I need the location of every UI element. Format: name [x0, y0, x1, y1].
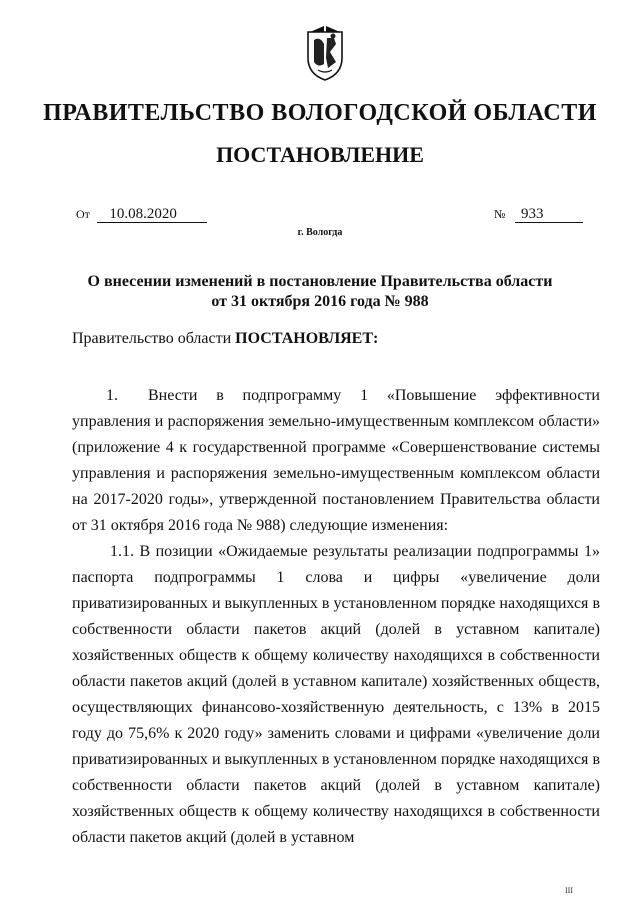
page-mark: III: [565, 886, 573, 895]
date-prefix: От: [76, 207, 90, 221]
document-type: ПОСТАНОВЛЕНИЕ: [216, 142, 424, 167]
preamble: [72, 330, 378, 348]
preamble-emphasis: ПОСТАНОВЛЯЕТ:: [235, 330, 379, 347]
paragraph-item-1: [72, 383, 600, 539]
document-date: [76, 206, 207, 223]
document-subject: [60, 272, 580, 312]
item-1-text: Внести в подпрограмму 1 «Повышение эффективности управления и распоряжения земельно-имущественным комплексом области» (приложение 4 к государственной программе «Совершенствование системы управления и распоряжения земельно-имущественным комплексом области на 2017-2020 годы», утвержденной постановлением Правительства области от 31 октября 2016 года № 988) следующие изменения:: [72, 387, 600, 534]
preamble-text: Правительство области: [72, 330, 232, 347]
document-number: [494, 206, 583, 223]
document-body: [72, 383, 600, 851]
government-title: ПРАВИТЕЛЬСТВО ВОЛОГОДСКОЙ ОБЛАСТИ: [43, 100, 597, 126]
number-prefix: №: [494, 207, 506, 221]
vologda-coat-of-arms-icon: [300, 22, 350, 82]
paragraph-item-1-1: 1.1. В позиции «Ожидаемые результаты реализации подпрограммы 1» паспорта подпрограммы 1 слова и цифры «увеличение доли приватизированных и выкупленных в установленном порядке находящихся в собственности области пакетов акций (долей в уставном капитале) хозяйственных обществ к общему количеству находящихся в собственности области пакетов акций (долей в уставном капитале) хозяйственных обществ, осуществляющих финансово-хозяйственную деятельность, с 13% в 2015 году до 75,6% к 2020 году» заменить словами и цифрами «увеличение доли приватизированных и выкупленных в установленном порядке находящихся в собственности области пакетов акций (долей в уставном капитале) хозяйственных обществ к общему количеству находящихся в собственности области пакетов акций (долей в уставном: [72, 543, 600, 846]
item-1-number: 1.: [106, 387, 118, 404]
date-value: 10.08.2020: [97, 206, 207, 223]
city-label: г. Вологда: [297, 227, 343, 238]
subject-line-2: от 31 октября 2016 года № 988: [211, 293, 429, 310]
number-value: 933: [515, 206, 584, 223]
subject-line-1: О внесении изменений в постановление Правительства области: [87, 273, 553, 290]
